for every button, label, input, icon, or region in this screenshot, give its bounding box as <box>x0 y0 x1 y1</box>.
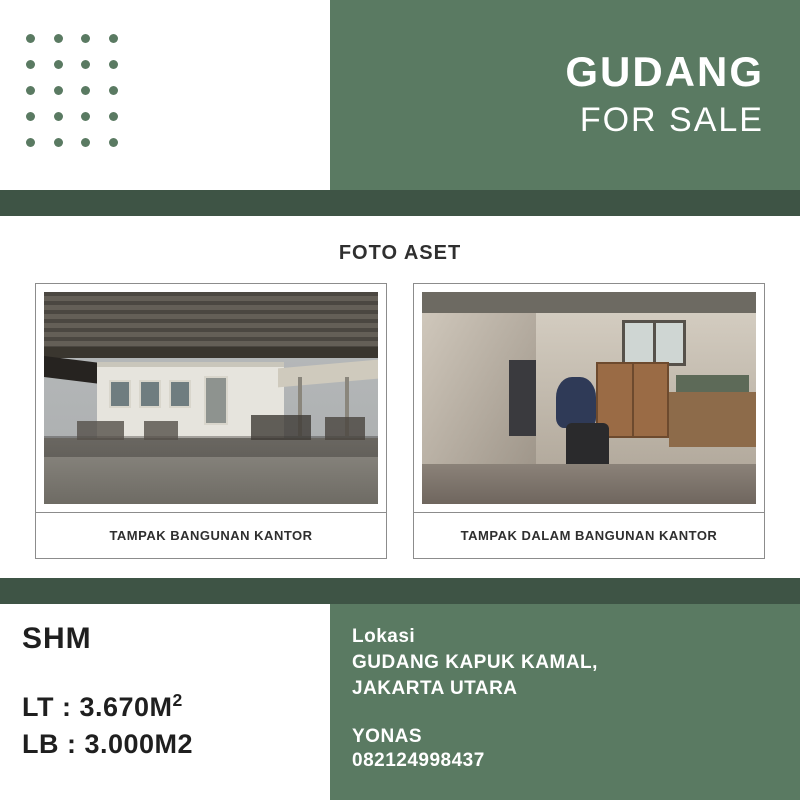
dot <box>26 138 35 147</box>
dot <box>26 86 35 95</box>
photo-object <box>325 417 365 440</box>
photo-list <box>0 283 800 559</box>
interior-office-building-photo <box>422 292 756 504</box>
divider-band-bottom <box>0 578 800 604</box>
land-area <box>22 690 330 723</box>
dot <box>109 112 118 121</box>
photo-hanging-coat <box>509 360 536 436</box>
contact-name: YONAS <box>352 726 423 747</box>
photo-window <box>622 320 685 367</box>
dot <box>26 60 35 69</box>
page-subtitle: FOR SALE <box>579 100 764 139</box>
footer <box>0 604 800 800</box>
building-area: LB : 3.000M2 <box>22 729 194 759</box>
location-line-2: JAKARTA UTARA <box>352 678 518 699</box>
photo-roof <box>44 292 378 349</box>
photo-card <box>413 283 765 559</box>
dot <box>54 34 63 43</box>
dot <box>109 138 118 147</box>
photo-card <box>35 283 387 559</box>
photo-caption: TAMPAK BANGUNAN KANTOR <box>36 512 386 558</box>
divider-band-top <box>0 190 800 216</box>
dot <box>54 138 63 147</box>
location-label: Lokasi <box>352 626 416 647</box>
contact-phone[interactable]: 082124998437 <box>352 750 485 771</box>
dot <box>26 112 35 121</box>
photo-caption: TAMPAK DALAM BANGUNAN KANTOR <box>414 512 764 558</box>
land-area-unit: 2 <box>172 690 183 710</box>
header <box>0 0 800 190</box>
exterior-office-building-photo <box>44 292 378 504</box>
photo-object <box>77 421 124 440</box>
dot <box>109 86 118 95</box>
dot <box>54 86 63 95</box>
dot <box>81 112 90 121</box>
photo-window <box>139 380 161 409</box>
footer-left-panel <box>0 604 330 800</box>
section-title: FOTO ASET <box>338 242 462 264</box>
dot <box>109 60 118 69</box>
photos-section <box>0 216 800 578</box>
dot <box>81 60 90 69</box>
photo-roof-beam <box>44 347 378 358</box>
header-right-panel <box>330 0 800 190</box>
photo-object <box>251 415 311 440</box>
location-line-1: GUDANG KAPUK KAMAL, <box>352 652 598 673</box>
certificate-type: SHM <box>22 622 92 655</box>
page-title: GUDANG <box>565 47 764 95</box>
photo-door <box>204 376 228 426</box>
dot <box>54 60 63 69</box>
photo-window <box>109 380 131 409</box>
footer-right-panel <box>330 604 800 800</box>
dot <box>54 112 63 121</box>
dot <box>81 34 90 43</box>
photo-floor <box>422 464 756 504</box>
header-left-panel <box>0 0 330 190</box>
photo-desk <box>669 392 756 447</box>
photo-canopy <box>278 360 378 388</box>
photo-object <box>144 421 177 440</box>
dot <box>81 86 90 95</box>
photo-window <box>169 380 191 409</box>
dot <box>109 34 118 43</box>
dot-pattern-decoration <box>26 34 136 164</box>
dot <box>81 138 90 147</box>
photo-person <box>556 377 596 428</box>
dot <box>26 34 35 43</box>
land-area-label: LT : 3.670M <box>22 692 173 722</box>
